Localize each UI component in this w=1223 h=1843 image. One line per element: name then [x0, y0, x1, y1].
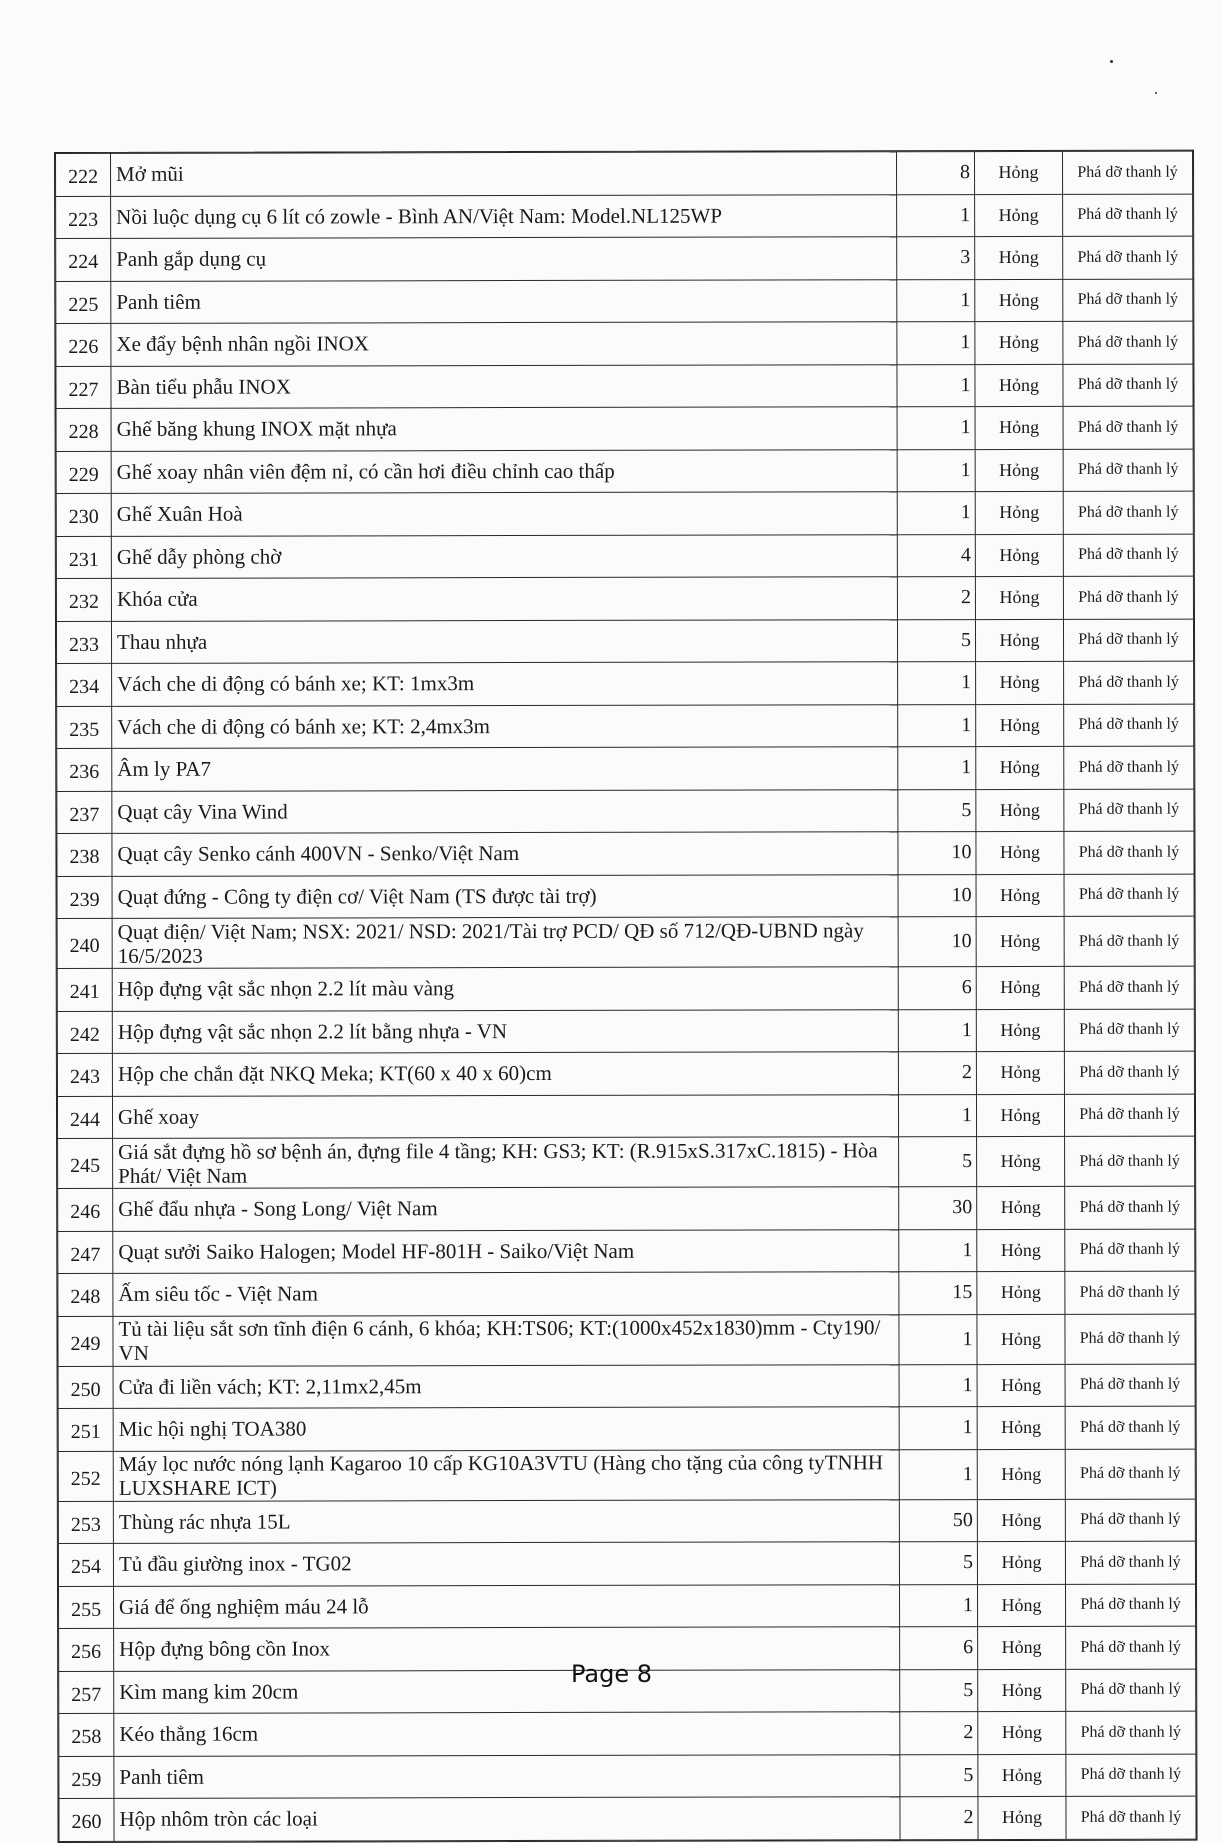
item-name-cell: Quạt điện/ Việt Nam; NSX: 2021/ NSD: 2021/Tài trợ PCD/ QĐ số 712/QĐ-UBND ngày 16/5/2023 — [112, 917, 898, 969]
action-cell: Phá dỡ thanh lý — [1065, 1314, 1195, 1364]
quantity-cell: 30 — [899, 1187, 977, 1230]
table-row — [56, 194, 1193, 239]
action-cell: Phá dỡ thanh lý — [1063, 364, 1193, 407]
action-cell: Phá dỡ thanh lý — [1064, 704, 1194, 747]
item-name-cell: Kéo thẳng 16cm — [114, 1712, 900, 1756]
action-cell: Phá dỡ thanh lý — [1063, 194, 1193, 237]
action-cell: Phá dỡ thanh lý — [1065, 1186, 1195, 1229]
item-name-cell: Quạt sưởi Saiko Halogen; Model HF-801H - Saiko/Việt Nam — [113, 1229, 899, 1273]
quantity-cell: 6 — [898, 967, 976, 1010]
item-name-cell: Hộp che chắn đặt NKQ Meka; KT(60 x 40 x 60)cm — [112, 1052, 898, 1096]
item-name-cell: Cửa đi liền vách; KT: 2,11mx2,45m — [113, 1364, 899, 1408]
status-cell: Hỏng — [977, 1364, 1065, 1407]
row-number-cell: 244 — [57, 1096, 112, 1139]
status-cell: Hỏng — [975, 576, 1063, 619]
quantity-cell: 2 — [900, 1712, 978, 1755]
status-cell: Hỏng — [978, 1584, 1066, 1627]
action-cell: Phá dỡ thanh lý — [1064, 789, 1194, 832]
action-cell: Phá dỡ thanh lý — [1065, 1364, 1195, 1407]
item-name-cell: Xe đẩy bệnh nhân ngồi INOX — [111, 322, 897, 366]
quantity-cell: 1 — [897, 492, 975, 535]
table-row — [57, 966, 1194, 1011]
table-row — [56, 619, 1193, 664]
action-cell: Phá dỡ thanh lý — [1064, 831, 1194, 874]
quantity-cell: 1 — [898, 662, 976, 705]
table-row — [58, 1499, 1195, 1544]
item-name-cell: Ghế dẫy phòng chờ — [111, 534, 897, 578]
item-name-cell: Ghế băng khung INOX mặt nhựa — [111, 407, 897, 451]
quantity-cell: 5 — [900, 1669, 978, 1712]
item-name-cell: Máy lọc nước nóng lạnh Kagaroo 10 cấp KG10A3VTU (Hàng cho tặng của công tyTNHH LUXSHARE ICT) — [113, 1449, 899, 1501]
quantity-cell: 50 — [899, 1499, 977, 1542]
action-cell: Phá dỡ thanh lý — [1063, 534, 1193, 577]
table-row — [56, 449, 1193, 494]
status-cell: Hỏng — [977, 1406, 1065, 1449]
action-cell: Phá dỡ thanh lý — [1063, 279, 1193, 322]
status-cell: Hỏng — [975, 236, 1063, 279]
quantity-cell: 10 — [898, 917, 976, 967]
item-name-cell: Hộp đựng bông cồn Inox — [114, 1627, 900, 1671]
table-row — [56, 364, 1193, 409]
row-number-cell: 257 — [59, 1671, 114, 1714]
table-row — [56, 236, 1193, 281]
quantity-cell: 1 — [898, 1009, 976, 1052]
item-name-cell: Hộp đựng vật sắc nhọn 2.2 lít bằng nhựa - VN — [112, 1009, 898, 1053]
item-name-cell: Tủ đầu giường inox - TG02 — [113, 1542, 899, 1586]
item-name-cell: Panh tiêm — [114, 1754, 900, 1798]
status-cell: Hỏng — [977, 1186, 1065, 1229]
row-number-cell: 243 — [57, 1053, 112, 1096]
status-cell: Hỏng — [978, 1711, 1066, 1754]
status-cell: Hỏng — [976, 831, 1064, 874]
table-row — [57, 746, 1194, 791]
action-cell: Phá dỡ thanh lý — [1064, 874, 1194, 917]
action-cell: Phá dỡ thanh lý — [1065, 1271, 1195, 1314]
table-row — [57, 1051, 1194, 1096]
item-name-cell: Quạt cây Senko cánh 400VN - Senko/Việt Nam — [112, 832, 898, 876]
row-number-cell: 247 — [58, 1231, 113, 1274]
row-number-cell: 245 — [58, 1138, 113, 1188]
item-name-cell: Panh tiêm — [111, 279, 897, 323]
item-name-cell: Bàn tiểu phẫu INOX — [111, 364, 897, 408]
item-name-cell: Vách che di động có bánh xe; KT: 1mx3m — [112, 662, 898, 706]
item-name-cell: Giá để ống nghiệm máu 24 lỗ — [114, 1584, 900, 1628]
quantity-cell: 5 — [900, 1754, 978, 1797]
row-number-cell: 249 — [58, 1316, 113, 1366]
status-cell: Hỏng — [975, 619, 1063, 662]
table-row — [59, 1584, 1196, 1629]
action-cell: Phá dỡ thanh lý — [1063, 406, 1193, 449]
status-cell: Hỏng — [975, 449, 1063, 492]
item-name-cell: Thùng rác nhựa 15L — [113, 1499, 899, 1543]
status-cell: Hỏng — [978, 1754, 1066, 1797]
quantity-cell: 15 — [899, 1272, 977, 1315]
row-number-cell: 259 — [59, 1756, 114, 1799]
item-name-cell: Mic hội nghị TOA380 — [113, 1407, 899, 1451]
row-number-cell: 241 — [57, 968, 112, 1011]
status-cell: Hỏng — [978, 1669, 1066, 1712]
table-row — [58, 1136, 1195, 1188]
status-cell: Hỏng — [977, 1136, 1065, 1186]
status-cell: Hỏng — [975, 151, 1063, 194]
row-number-cell: 237 — [57, 791, 112, 834]
status-cell: Hỏng — [978, 1796, 1066, 1839]
action-cell: Phá dỡ thanh lý — [1066, 1669, 1196, 1712]
quantity-cell: 1 — [898, 1094, 976, 1137]
asset-table-body — [56, 151, 1197, 1841]
action-cell: Phá dỡ thanh lý — [1066, 1796, 1196, 1839]
quantity-cell: 3 — [897, 237, 975, 280]
item-name-cell: Ghế đẩu nhựa - Song Long/ Việt Nam — [113, 1187, 899, 1231]
table-row — [58, 1229, 1195, 1274]
table-row — [58, 1271, 1195, 1316]
table-row — [59, 1796, 1196, 1841]
row-number-cell: 239 — [57, 876, 112, 919]
row-number-cell: 255 — [59, 1586, 114, 1629]
item-name-cell: Ghế Xuân Hoà — [111, 492, 897, 536]
row-number-cell: 250 — [58, 1366, 113, 1409]
action-cell: Phá dỡ thanh lý — [1064, 1009, 1194, 1052]
item-name-cell: Khóa cửa — [111, 577, 897, 621]
row-number-cell: 233 — [56, 621, 111, 664]
row-number-cell: 240 — [57, 918, 112, 968]
quantity-cell: 1 — [897, 364, 975, 407]
action-cell: Phá dỡ thanh lý — [1063, 491, 1193, 534]
asset-table — [54, 150, 1198, 1843]
action-cell: Phá dỡ thanh lý — [1065, 1136, 1195, 1186]
quantity-cell: 1 — [899, 1407, 977, 1450]
item-name-cell: Giá sắt đựng hồ sơ bệnh án, đựng file 4 tầng; KH: GS3; KT: (R.915xS.317xC.1815) - Hòa Phát/ Việt Nam — [113, 1137, 899, 1189]
item-name-cell: Ghế xoay nhân viên đệm nỉ, có cần hơi điều chỉnh cao thấp — [111, 449, 897, 493]
table-row — [59, 1754, 1196, 1799]
table-row — [58, 1314, 1195, 1366]
item-name-cell: Hộp đựng vật sắc nhọn 2.2 lít màu vàng — [112, 967, 898, 1011]
table-row — [56, 406, 1193, 451]
table-row — [57, 704, 1194, 749]
table-row — [58, 1406, 1195, 1451]
row-number-cell: 222 — [56, 153, 111, 196]
quantity-cell: 2 — [897, 577, 975, 620]
quantity-cell: 5 — [899, 1542, 977, 1585]
status-cell: Hỏng — [975, 534, 1063, 577]
item-name-cell: Thau nhựa — [111, 619, 897, 663]
scan-speck — [1155, 92, 1157, 94]
quantity-cell: 1 — [897, 279, 975, 322]
table-row — [56, 321, 1193, 366]
status-cell: Hỏng — [976, 966, 1064, 1009]
item-name-cell: Ấm siêu tốc - Việt Nam — [113, 1272, 899, 1316]
quantity-cell: 5 — [897, 619, 975, 662]
row-number-cell: 258 — [59, 1713, 114, 1756]
row-number-cell: 224 — [56, 238, 111, 281]
item-name-cell: Âm ly PA7 — [112, 747, 898, 791]
quantity-cell: 1 — [898, 704, 976, 747]
quantity-cell: 10 — [898, 832, 976, 875]
table-row — [57, 874, 1194, 919]
table-row — [57, 661, 1194, 706]
item-name-cell: Mở mũi — [111, 152, 897, 196]
row-number-cell: 246 — [58, 1188, 113, 1231]
table-row — [58, 1186, 1195, 1231]
row-number-cell: 232 — [56, 578, 111, 621]
status-cell: Hỏng — [977, 1229, 1065, 1272]
quantity-cell: 1 — [899, 1229, 977, 1272]
status-cell: Hỏng — [976, 1094, 1064, 1137]
quantity-cell: 6 — [900, 1627, 978, 1670]
quantity-cell: 10 — [898, 874, 976, 917]
action-cell: Phá dỡ thanh lý — [1064, 966, 1194, 1009]
row-number-cell: 251 — [58, 1408, 113, 1451]
action-cell: Phá dỡ thanh lý — [1065, 1406, 1195, 1449]
status-cell: Hỏng — [977, 1314, 1065, 1364]
action-cell: Phá dỡ thanh lý — [1066, 1626, 1196, 1669]
status-cell: Hỏng — [977, 1541, 1065, 1584]
row-number-cell: 236 — [57, 748, 112, 791]
status-cell: Hỏng — [975, 321, 1063, 364]
item-name-cell: Kìm mang kim 20cm — [114, 1669, 900, 1713]
status-cell: Hỏng — [976, 1051, 1064, 1094]
table-row — [56, 491, 1193, 536]
item-name-cell: Ghế xoay — [112, 1094, 898, 1138]
row-number-cell: 228 — [56, 408, 111, 451]
quantity-cell: 4 — [897, 534, 975, 577]
table-row — [59, 1711, 1196, 1756]
row-number-cell: 254 — [58, 1543, 113, 1586]
status-cell: Hỏng — [977, 1271, 1065, 1314]
action-cell: Phá dỡ thanh lý — [1063, 151, 1193, 194]
action-cell: Phá dỡ thanh lý — [1064, 1051, 1194, 1094]
action-cell: Phá dỡ thanh lý — [1063, 236, 1193, 279]
action-cell: Phá dỡ thanh lý — [1064, 1094, 1194, 1137]
table-row — [56, 534, 1193, 579]
status-cell: Hỏng — [975, 364, 1063, 407]
status-cell: Hỏng — [976, 916, 1064, 966]
quantity-cell: 1 — [899, 1314, 977, 1364]
table-row — [56, 576, 1193, 621]
row-number-cell: 225 — [56, 281, 111, 324]
quantity-cell: 1 — [897, 194, 975, 237]
row-number-cell: 231 — [56, 536, 111, 579]
item-name-cell: Tủ tài liệu sắt sơn tĩnh điện 6 cánh, 6 khóa; KH:TS06; KT:(1000x452x1830)mm - Cty190/ VN — [113, 1314, 899, 1366]
asset-table-grid — [55, 151, 1197, 1842]
status-cell: Hỏng — [976, 789, 1064, 832]
quantity-cell: 5 — [899, 1137, 977, 1187]
quantity-cell: 1 — [897, 449, 975, 492]
row-number-cell: 235 — [57, 706, 112, 749]
quantity-cell: 1 — [900, 1584, 978, 1627]
quantity-cell: 1 — [899, 1364, 977, 1407]
table-row — [57, 789, 1194, 834]
status-cell: Hỏng — [975, 491, 1063, 534]
action-cell: Phá dỡ thanh lý — [1063, 449, 1193, 492]
action-cell: Phá dỡ thanh lý — [1063, 576, 1193, 619]
quantity-cell: 2 — [898, 1052, 976, 1095]
quantity-cell: 2 — [900, 1797, 978, 1840]
item-name-cell: Hộp nhôm tròn các loại — [114, 1797, 900, 1841]
action-cell: Phá dỡ thanh lý — [1063, 321, 1193, 364]
action-cell: Phá dỡ thanh lý — [1063, 619, 1193, 662]
status-cell: Hỏng — [975, 279, 1063, 322]
table-row — [57, 1094, 1194, 1139]
row-number-cell: 260 — [59, 1798, 114, 1841]
row-number-cell: 238 — [57, 833, 112, 876]
row-number-cell: 226 — [56, 323, 111, 366]
action-cell: Phá dỡ thanh lý — [1065, 1541, 1195, 1584]
table-row — [57, 916, 1194, 968]
table-row — [56, 151, 1193, 196]
item-name-cell: Quạt cây Vina Wind — [112, 789, 898, 833]
item-name-cell: Nồi luộc dụng cụ 6 lít có zowle - Bình AN/Việt Nam: Model.NL125WP — [111, 194, 897, 238]
action-cell: Phá dỡ thanh lý — [1066, 1754, 1196, 1797]
status-cell: Hỏng — [975, 406, 1063, 449]
action-cell: Phá dỡ thanh lý — [1066, 1584, 1196, 1627]
table-row — [58, 1449, 1195, 1501]
status-cell: Hỏng — [975, 194, 1063, 237]
table-row — [57, 831, 1194, 876]
table-row — [56, 279, 1193, 324]
scan-speck — [1110, 60, 1113, 63]
row-number-cell: 234 — [57, 663, 112, 706]
quantity-cell: 1 — [897, 407, 975, 450]
row-number-cell: 242 — [57, 1011, 112, 1054]
item-name-cell: Panh gắp dụng cụ — [111, 237, 897, 281]
quantity-cell: 5 — [898, 789, 976, 832]
row-number-cell: 253 — [58, 1501, 113, 1544]
quantity-cell: 1 — [898, 747, 976, 790]
status-cell: Hỏng — [976, 661, 1064, 704]
status-cell: Hỏng — [977, 1499, 1065, 1542]
row-number-cell: 248 — [58, 1273, 113, 1316]
row-number-cell: 229 — [56, 451, 111, 494]
quantity-cell: 1 — [897, 322, 975, 365]
status-cell: Hỏng — [977, 1449, 1065, 1499]
action-cell: Phá dỡ thanh lý — [1066, 1711, 1196, 1754]
item-name-cell: Vách che di động có bánh xe; KT: 2,4mx3m — [112, 704, 898, 748]
row-number-cell: 227 — [56, 366, 111, 409]
status-cell: Hỏng — [978, 1626, 1066, 1669]
row-number-cell: 230 — [56, 493, 111, 536]
status-cell: Hỏng — [976, 1009, 1064, 1052]
action-cell: Phá dỡ thanh lý — [1065, 1499, 1195, 1542]
table-row — [58, 1364, 1195, 1409]
action-cell: Phá dỡ thanh lý — [1064, 661, 1194, 704]
quantity-cell: 1 — [899, 1449, 977, 1499]
status-cell: Hỏng — [976, 874, 1064, 917]
quantity-cell: 8 — [897, 152, 975, 195]
row-number-cell: 252 — [58, 1451, 113, 1501]
table-row — [58, 1541, 1195, 1586]
status-cell: Hỏng — [976, 746, 1064, 789]
status-cell: Hỏng — [976, 704, 1064, 747]
row-number-cell: 256 — [59, 1628, 114, 1671]
action-cell: Phá dỡ thanh lý — [1064, 746, 1194, 789]
action-cell: Phá dỡ thanh lý — [1065, 1449, 1195, 1499]
page-number: Page 8 — [571, 1660, 652, 1688]
item-name-cell: Quạt đứng - Công ty điện cơ/ Việt Nam (TS được tài trợ) — [112, 874, 898, 918]
table-row — [57, 1009, 1194, 1054]
action-cell: Phá dỡ thanh lý — [1065, 1229, 1195, 1272]
row-number-cell: 223 — [56, 196, 111, 239]
action-cell: Phá dỡ thanh lý — [1064, 916, 1194, 966]
